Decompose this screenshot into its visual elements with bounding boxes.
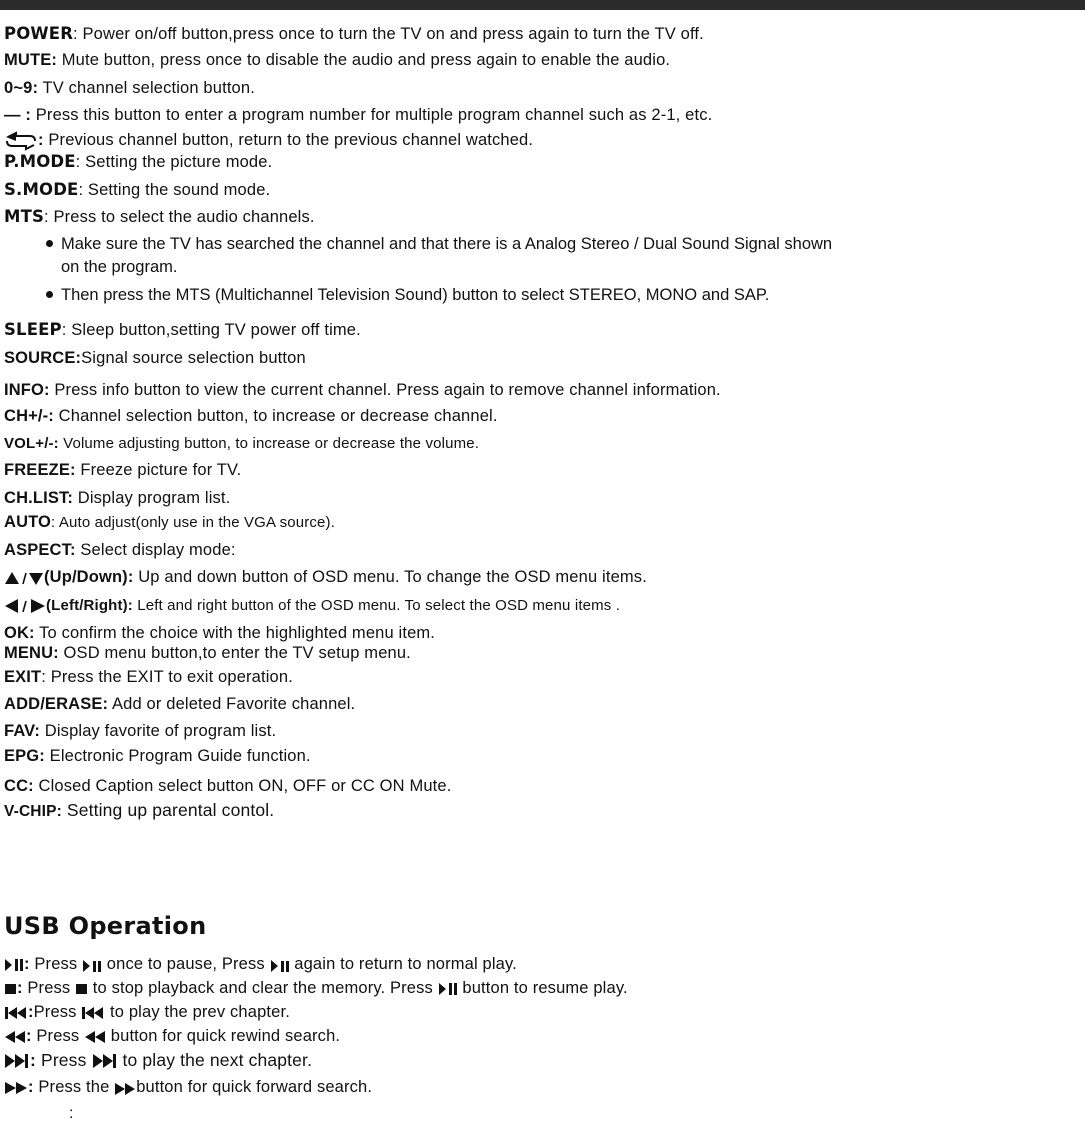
desc-power: Power on/off button,press once to turn the TV on and press again to turn the TV off. [77,25,704,43]
desc-ch: Channel selection button, to increase or decrease channel. [53,407,498,425]
usb-line-stop: : Press to stop playback and clear the memory. Press button to resume play. [4,978,628,998]
play-pause-icon [82,958,102,972]
item-menu [4,643,411,663]
item-exit: EXIT: Press the EXIT to exit operation. [4,668,293,686]
item-cc [4,776,451,796]
usb-line-next: : Press to play the next chapter. [4,1050,312,1070]
next-chapter-icon [4,1053,30,1069]
rewind-icon [4,1030,26,1044]
desc-cc: Closed Caption select button ON, OFF or CC ON Mute. [33,777,452,795]
mts-bullet-1-cont: on the program. [61,258,178,276]
desc-mute: Mute button, press once to disable the audio and press again to enable the audio. [57,51,671,69]
key-power: POWER [4,24,74,43]
desc-aspect: Select display mode: [75,541,236,559]
key-fav: FAV: [4,722,41,740]
key-source: SOURCE: [4,349,82,367]
item-source [4,348,306,368]
desc-recall: Previous channel button, return to the previous channel watched. [43,131,534,149]
item-epg [4,746,311,766]
item-chlist [4,488,230,508]
desc-ok: To confirm the choice with the highlighted menu item. [34,624,436,642]
desc-leftright: Left and right button of the OSD menu. To select the OSD menu items . [132,597,621,614]
key-updown: (Up/Down): [44,568,134,586]
desc-chlist: Display program list. [73,489,231,507]
mts-bullet-2: Then press the MTS (Multichannel Television Sound) button to select STEREO, MONO and SAP. [46,285,769,305]
key-smode: S.MODE [4,180,79,199]
item-ok [4,623,435,643]
key-cc: CC: [4,777,34,795]
item-mute [4,50,670,70]
desc-mts: Press to select the audio channels. [48,208,315,226]
usb-line-forward: : Press the button for quick forward search. [4,1077,372,1097]
key-adderase: ADD/ERASE: [4,695,109,713]
play-pause-icon [4,958,24,972]
up-down-triangle-icon [4,570,44,586]
item-dash [4,105,712,125]
top-rule [0,0,1085,10]
item-vchip [4,800,274,822]
desc-vol: Volume adjusting button, to increase or decrease the volume. [58,435,480,452]
item-smode: S.MODE: Setting the sound mode. [4,180,271,199]
play-pause-icon [270,958,290,972]
bullet-dot [46,240,53,247]
desc-smode: Setting the sound mode. [83,181,271,199]
mts-bullet-1: Make sure the TV has searched the channel and that there is a Analog Stereo / Dual Sound Signal shown [46,234,832,254]
desc-vchip: Setting up parental contol. [61,800,275,820]
usb-line-rewind: : Press button for quick rewind search. [4,1026,340,1046]
key-freeze: FREEZE: [4,461,76,479]
rewind-icon [84,1030,106,1044]
desc-digits: TV channel selection button. [38,79,255,97]
desc-info: Press info button to view the current channel. Press again to remove channel information. [49,381,721,399]
key-mts: MTS [4,207,45,226]
fast-forward-icon [114,1081,136,1095]
key-auto: AUTO [4,513,52,531]
usb-line-prev: :Press to play the prev chapter. [4,1002,290,1022]
next-chapter-icon [92,1053,118,1069]
key-sleep: SLEEP [4,320,62,339]
usb-heading: USB Operation [4,912,207,940]
desc-auto: Auto adjust(only use in the VGA source). [55,514,336,531]
item-info [4,380,721,400]
item-adderase [4,694,355,714]
key-epg: EPG: [4,747,45,765]
desc-epg: Electronic Program Guide function. [44,747,311,765]
desc-fav: Display favorite of program list. [40,722,277,740]
desc-sleep: Sleep button,setting TV power off time. [66,321,361,339]
item-ch [4,406,498,426]
left-right-triangle-icon [4,598,46,614]
prev-chapter-icon [4,1006,28,1020]
item-vol [4,434,479,454]
key-leftright: (Left/Right): [46,597,133,614]
item-pmode: P.MODE: Setting the picture mode. [4,152,273,171]
item-aspect [4,540,236,560]
key-chlist: CH.LIST: [4,489,74,507]
desc-pmode: Setting the picture mode. [80,153,273,171]
item-mts: MTS: Press to select the audio channels. [4,207,315,226]
item-updown [4,567,647,587]
key-dash: — : [4,106,32,124]
key-ok: OK: [4,624,35,642]
key-exit: EXIT [4,668,42,686]
key-aspect: ASPECT: [4,541,76,559]
item-fav [4,721,276,741]
desc-dash: Press this button to enter a program number for multiple program channel such as 2-1, etc. [31,106,713,124]
fast-forward-icon [4,1081,28,1095]
key-menu: MENU: [4,644,59,662]
key-ch: CH+/-: [4,407,54,425]
desc-exit: Press the EXIT to exit operation. [46,668,293,686]
item-freeze [4,460,241,480]
usb-line-playpause: : Press once to pause, Press again to return to normal play. [4,954,517,974]
desc-freeze: Freeze picture for TV. [75,461,242,479]
recall-arrows-icon [4,132,38,150]
play-pause-icon [438,982,458,996]
item-leftright [4,596,620,616]
key-pmode: P.MODE [4,152,76,171]
prev-chapter-icon [81,1006,105,1020]
key-mute: MUTE: [4,51,57,69]
item-sleep: SLEEP: Sleep button,setting TV power off time. [4,320,361,339]
desc-adderase: Add or deleted Favorite channel. [108,695,356,713]
item-power: POWER: Power on/off button,press once to turn the TV on and press again to turn the TV off. [4,24,704,43]
stop-icon [4,983,17,995]
key-vol: VOL+/-: [4,435,59,452]
item-auto: AUTO: Auto adjust(only use in the VGA source). [4,513,336,531]
stop-icon [75,983,88,995]
desc-updown: Up and down button of OSD menu. To change the OSD menu items. [133,568,647,586]
bullet-dot [46,291,53,298]
item-recall [4,130,533,150]
key-vchip: V-CHIP: [4,803,62,820]
desc-menu: OSD menu button,to enter the TV setup menu. [58,644,411,662]
trailing-colon: : [69,1105,74,1122]
key-recall: : [38,131,44,149]
key-digits: 0~9: [4,79,39,97]
key-info: INFO: [4,381,50,399]
item-digits [4,78,255,98]
desc-source: Signal source selection button [81,349,306,367]
